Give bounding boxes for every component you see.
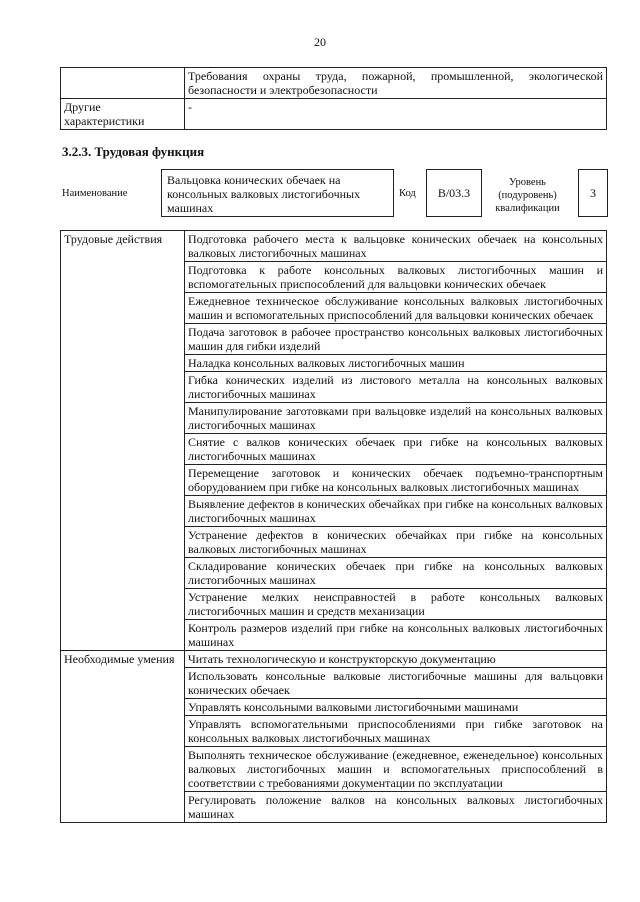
safety-requirements-cell: Требования охраны труда, пожарной, промышленной, экологической безопасности и электробезопасности [185, 68, 607, 99]
skill-item: Регулировать положение валков на консольных валковых листогибочных машинах [185, 792, 607, 823]
labor-function-table [60, 230, 607, 823]
table-row [61, 68, 607, 99]
characteristics-table [60, 67, 607, 130]
labor-action-item: Ежедневное техническое обслуживание консольных валковых листогибочных машин и вспомогательных приспособлений для вальцовки конических обечаек [185, 293, 607, 324]
labor-action-item: Перемещение заготовок и конических обечаек подъемно-транспортным оборудованием при гибке на консольных валковых листогибочных машинах [185, 465, 607, 496]
labor-function-header [62, 169, 608, 219]
table-row [61, 231, 607, 262]
function-code-value: B/03.3 [426, 169, 482, 217]
labor-action-item: Подготовка рабочего места к вальцовке конических обечаек на консольных валковых листогибочных машинах [185, 231, 607, 262]
labor-action-item: Манипулирование заготовками при вальцовке изделий на консольных валковых листогибочных машинах [185, 403, 607, 434]
labor-action-item: Гибка конических изделий из листового металла на консольных валковых листогибочных машинах [185, 372, 607, 403]
section-heading: 3.2.3. Трудовая функция [62, 144, 205, 159]
labor-action-item: Складирование конических обечаек при гибке на консольных валковых листогибочных машинах [185, 558, 607, 589]
labor-action-item: Подготовка к работе консольных валковых листогибочных машин и вспомогательных приспособлений для вальцовки конических обечаек [185, 262, 607, 293]
table-cell-empty [61, 68, 185, 99]
other-characteristics-value: - [185, 99, 607, 130]
skill-item: Использовать консольные валковые листогибочные машины для вальцовки конических обечаек [185, 668, 607, 699]
skill-item: Управлять вспомогательными приспособлениями при гибке заготовок на консольных валковых листогибочных машинах [185, 716, 607, 747]
labor-action-item: Выявление дефектов в конических обечайках при гибке на консольных валковых листогибочных машинах [185, 496, 607, 527]
skill-item: Управлять консольными валковыми листогибочными машинами [185, 699, 607, 716]
skill-item: Читать технологическую и конструкторскую документацию [185, 651, 607, 668]
page-number: 20 [314, 35, 326, 49]
skill-item: Выполнять техническое обслуживание (ежедневное, еженедельное) консольных валковых листогибочных машин и вспомогательных приспособлений в соответствии с требованиями документации по эксплуатации [185, 747, 607, 792]
labor-action-item: Контроль размеров изделий при гибке на консольных валковых листогибочных машинах [185, 620, 607, 651]
labor-action-item: Устранение дефектов в конических обечайках при гибке на консольных валковых листогибочных машинах [185, 527, 607, 558]
labor-action-item: Снятие с валков конических обечаек при гибке на консольных валковых листогибочных машинах [185, 434, 607, 465]
labor-actions-label: Трудовые действия [61, 231, 185, 651]
table-row [61, 651, 607, 668]
other-characteristics-label: Другие характеристики [61, 99, 185, 130]
labor-action-item: Наладка консольных валковых листогибочных машин [185, 355, 607, 372]
labor-action-item: Подача заготовок в рабочее пространство консольных валковых листогибочных машин для гибки изделий [185, 324, 607, 355]
qualification-level-value: 3 [578, 169, 608, 217]
labor-action-item: Устранение мелких неисправностей в работе консольных валковых листогибочных машин и средств механизации [185, 589, 607, 620]
code-label: Код [399, 188, 416, 199]
name-label: Наименование [62, 188, 128, 199]
table-row [61, 99, 607, 130]
function-name-value: Вальцовка конических обечаек на консольных валковых листогибочных машинах [161, 169, 394, 217]
qualification-level-label: Уровень (подуровень) квалификации [495, 177, 560, 214]
skills-label: Необходимые умения [61, 651, 185, 823]
